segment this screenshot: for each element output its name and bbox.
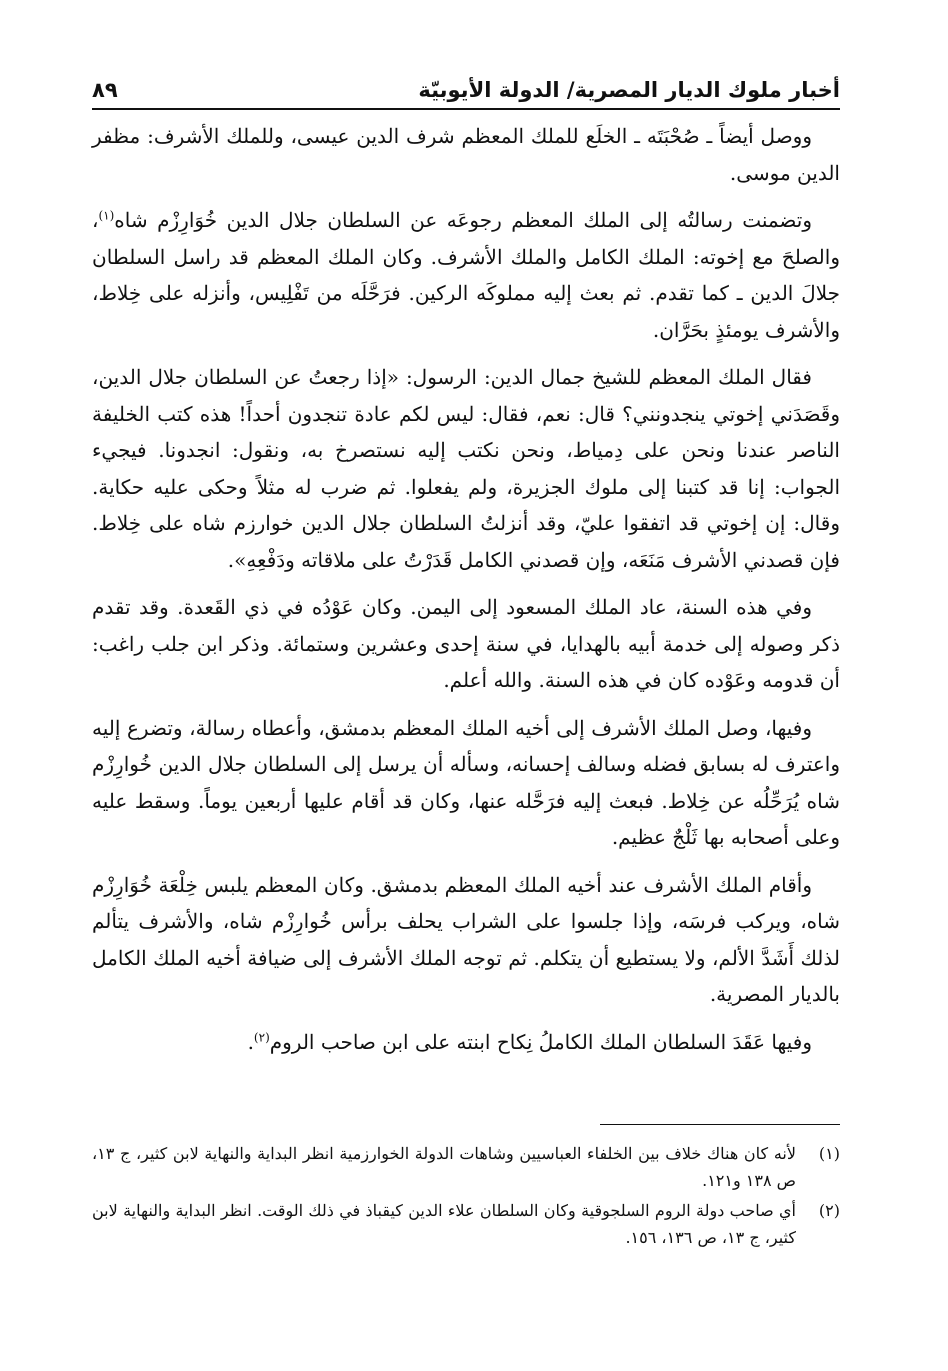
footnotes bbox=[92, 1140, 840, 1254]
paragraph: ووصل أيضاً ـ صُحْبَتَه ـ الخلَع للملك المعظم شرف الدين عيسى، وللملك الأشرف: مظفر الدين موسى. bbox=[92, 124, 840, 185]
paragraph: فقال الملك المعظم للشيخ جمال الدين: الرسول: «إذا رجعتُ عن السلطان جلال الدين، وقَصَدَني إخوتي ينجدونني؟ قال: نعم، فقال: ليس لكم عادة تنجدون أحداً! هذه كتب الخليفة الناصر عندنا ونحن على دِمياط، ونحن نكتب إليه نستصرخ به، ونقول: انجدونا. فيجيء الجواب: إنا قد كتبنا إلى ملوك الجزيرة، ولم يفعلوا. ثم ضرب له مثلاً وحكى عليه حكاية. وقال: إن إخوتي قد اتفقوا عليّ، وقد أنزلتُ السلطان جلال الدين خوارزم شاه على خِلاط. فإن قصدني الأشرف مَنَعَه، وإن قصدني الكامل قَدَرْتُ على ملاقاته ودَفْعِهِ». bbox=[92, 365, 841, 572]
page-number: ٨٩ bbox=[92, 78, 118, 102]
running-header bbox=[92, 66, 840, 102]
running-title: أخبار ملوك الديار المصرية/ الدولة الأيوبيّة bbox=[418, 78, 840, 102]
paragraph: وفيها عَقَدَ السلطان الملك الكاملُ نِكاح ابنته على ابن صاحب الروم$^{(٢)}$. bbox=[247, 1029, 812, 1054]
footnote bbox=[92, 1140, 840, 1194]
footnote-number: (٢) bbox=[818, 1201, 840, 1220]
paragraph: وأقام الملك الأشرف عند أخيه الملك المعظم بدمشق. وكان المعظم يلبس خِلْعَة خُوَارِزْم شاه، ويركب فرسَه، وإذا جلسوا على الشراب يحلف برأس خُوارِزْم شاه، والأشرف يتألم لذلك أَشَدَّ الألم، ولا يستطيع أن يتكلم. ثم توجه الملك الأشرف إلى ضيافة أخيه الملك الكامل بالديار المصرية. bbox=[92, 872, 840, 1006]
footnote-number: (١) bbox=[818, 1144, 840, 1163]
footnote-text: لأنه كان هناك خلاف بين الخلفاء العباسيين وشاهات الدولة الخوارزمية انظر البداية والنهاية لابن كثير، ج ١٣، ص ١٣٨ و١٢١. bbox=[92, 1144, 796, 1190]
footnote-text: أي صاحب دولة الروم السلجوقية وكان السلطان علاء الدين كيقباذ في ذلك الوقت. انظر البداية والنهاية لابن كثير، ج ١٣، ص ١٣٦، ١٥٦. bbox=[92, 1201, 796, 1247]
main-text bbox=[92, 118, 840, 1071]
paragraph: وفيها، وصل الملك الأشرف إلى أخيه الملك المعظم بدمشق، وأعطاه رسالة، وتضرع إليه واعترف له بسابق فضله وسالف إحسانه، وسأله أن يرسل إلى السلطان جلال الدين خُوارِزْم شاه يُرَحِّلُه عن خِلاط. فبعث إليه فرَحَّله عنها، وكان قد أقام عليها أربعين يوماً. وسقط عليه وعلى أصحابه بها ثَلْجٌ عظيم. bbox=[92, 715, 840, 849]
header-rule bbox=[92, 108, 840, 110]
paragraph: وفي هذه السنة، عاد الملك المسعود إلى اليمن. وكان عَوْدُه في ذي القَعدة. وقد تقدم ذكر وصوله إلى خدمة أبيه بالهدايا، في سنة إحدى وعشرين وستمائة. وذكر ابن جلب راغب: أن قدومه وعَوْده كان في هذه السنة. والله أعلم. bbox=[92, 595, 840, 692]
footnote bbox=[92, 1197, 840, 1251]
footnote-ref[interactable]: (٢) bbox=[253, 1029, 270, 1044]
paragraph: وتضمنت رسالتُه إلى الملك المعظم رجوعَه عن السلطان جلال الدين خُوَارِزْم شاه$^{(١)}$، والصلحَ مع إخوته: الملك الكامل والملك الأشرف. وكان الملك المعظم قد راسل السلطان جلالَ الدين ـ كما تقدم. ثم بعث إليه مملوكَه الركين. فرَحَّلَه من تَفْلِيس، وأنزله على خِلاط، والأشرف يومئذٍ بحَرَّان. bbox=[92, 208, 840, 342]
footnote-rule bbox=[600, 1124, 840, 1125]
footnote-ref[interactable]: (١) bbox=[98, 208, 115, 223]
